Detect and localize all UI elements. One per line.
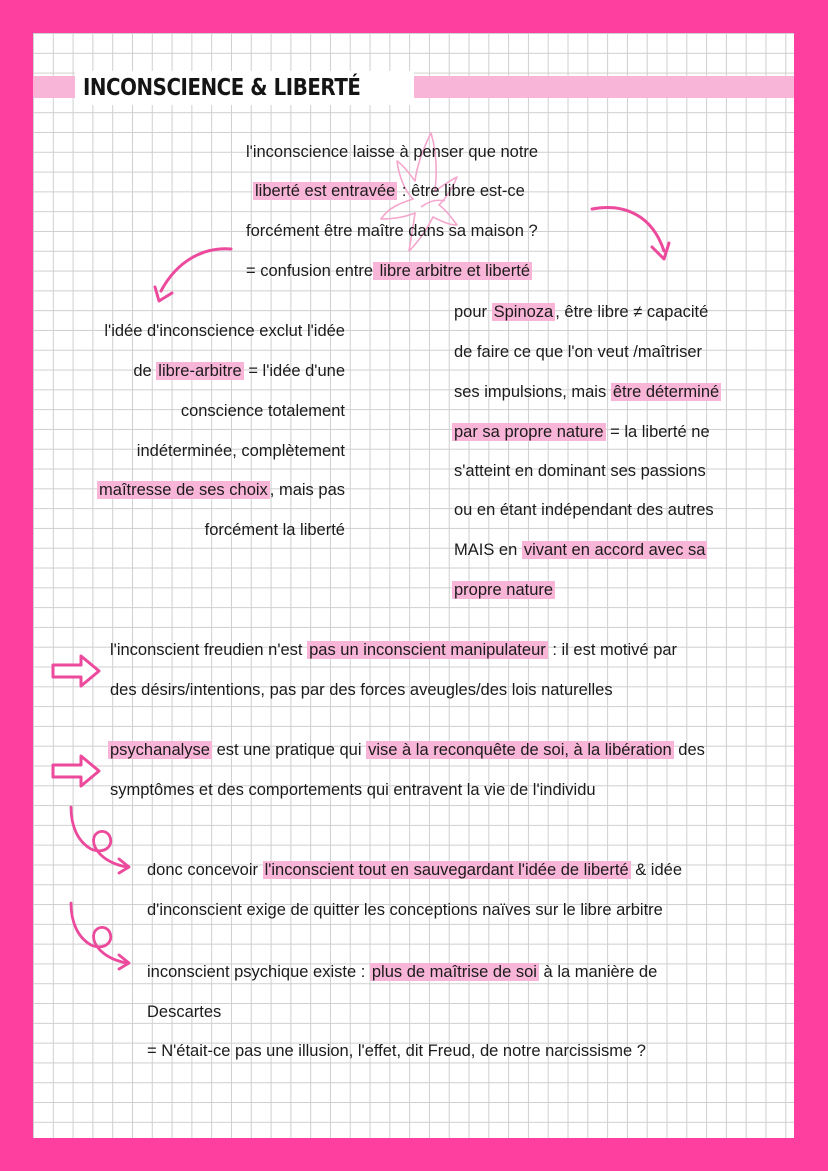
- highlight: Spinoza: [493, 303, 554, 321]
- highlight: par sa propre nature: [454, 423, 604, 441]
- text: = la liberté ne: [605, 423, 710, 441]
- text: : être libre est-ce: [397, 182, 525, 200]
- intro-line-1: l'inconscience laisse à penser que notre: [246, 143, 539, 161]
- text: donc concevoir: [147, 861, 263, 879]
- text: de: [133, 362, 157, 380]
- text: : il est motivé par: [547, 641, 678, 659]
- intro-line-4: [246, 260, 532, 282]
- right-line-5: s'atteint en dominant ses passions: [454, 462, 706, 480]
- psychique-line-1: [147, 961, 657, 983]
- text: est une pratique qui: [211, 741, 367, 759]
- text: des: [673, 741, 705, 759]
- psy-line-2: symptômes et des comportements qui entravent la vie de l'individu: [110, 781, 596, 799]
- curved-arrow-left-icon: [153, 241, 243, 306]
- highlight: vise à la reconquête de soi, à la libération: [368, 741, 672, 759]
- intro-line-2: [253, 180, 525, 202]
- text: ses impulsions, mais: [454, 383, 611, 401]
- highlight: propre nature: [454, 581, 554, 599]
- highlight: libre arbitre et liberté: [375, 262, 531, 280]
- left-line-2: [53, 360, 345, 382]
- text: MAIS en: [454, 541, 522, 559]
- text: l'inconscient freudien n'est: [110, 641, 308, 659]
- curved-arrow-right-icon: [588, 201, 673, 266]
- right-line-1: [454, 301, 708, 323]
- page-title: INCONSCIENCE & LIBERTÉ: [83, 75, 361, 101]
- loop-arrow-icon: [63, 803, 135, 875]
- highlight: maîtresse de ses choix: [99, 481, 268, 499]
- highlight: pas un inconscient manipulateur: [309, 641, 546, 659]
- psy-line-1: [108, 739, 705, 761]
- donc-line-2: d'inconscient exige de quitter les conceptions naïves sur le libre arbitre: [147, 901, 663, 919]
- loop-arrow-icon: [63, 899, 135, 971]
- highlight: vivant en accord avec sa: [523, 541, 706, 559]
- text: à la manière de: [538, 963, 658, 981]
- text: pour: [454, 303, 492, 321]
- title-box: [75, 71, 414, 105]
- psychique-line-3: = N'était-ce pas une illusion, l'effet, dit Freud, de notre narcissisme ?: [147, 1042, 646, 1060]
- right-line-2: de faire ce que l'on veut /maîtriser: [454, 343, 703, 361]
- text: = confusion entre: [246, 262, 374, 280]
- right-line-4: [452, 421, 710, 443]
- right-line-8: [452, 579, 555, 601]
- text: & idée: [630, 861, 682, 879]
- text: inconscient psychique existe :: [147, 963, 370, 981]
- right-line-6: ou en étant indépendant des autres: [454, 501, 714, 519]
- right-line-3: [454, 381, 721, 403]
- intro-line-3: forcément être maître dans sa maison ?: [246, 222, 538, 240]
- donc-line-1: [147, 859, 682, 881]
- grid-sheet: [33, 33, 794, 1138]
- left-line-1: l'idée d'inconscience exclut l'idée: [104, 322, 345, 340]
- highlight: être déterminé: [612, 383, 720, 401]
- highlight: plus de maîtrise de soi: [371, 963, 537, 981]
- outline-arrow-icon: [51, 653, 103, 689]
- freud-line-2: des désirs/intentions, pas par des forces aveugles/des lois naturelles: [110, 681, 613, 699]
- highlight: l'inconscient tout en sauvegardant l'idée de liberté: [264, 861, 629, 879]
- highlight: psychanalyse: [110, 741, 210, 759]
- left-line-5: [53, 479, 345, 501]
- outline-arrow-icon: [51, 753, 103, 789]
- right-line-7: [454, 539, 707, 561]
- left-line-4: indéterminée, complètement: [136, 442, 345, 460]
- text: , mais pas: [269, 481, 345, 499]
- text: = l'idée d'une: [243, 362, 345, 380]
- psychique-line-2: Descartes: [147, 1003, 222, 1021]
- left-line-6: forcément la liberté: [204, 521, 345, 539]
- left-line-3: conscience totalement: [180, 402, 345, 420]
- text: , être libre ≠ capacité: [555, 303, 709, 321]
- highlight: libre-arbitre: [158, 362, 242, 380]
- highlight: liberté est entravée: [255, 182, 396, 200]
- freud-line-1: [110, 639, 677, 661]
